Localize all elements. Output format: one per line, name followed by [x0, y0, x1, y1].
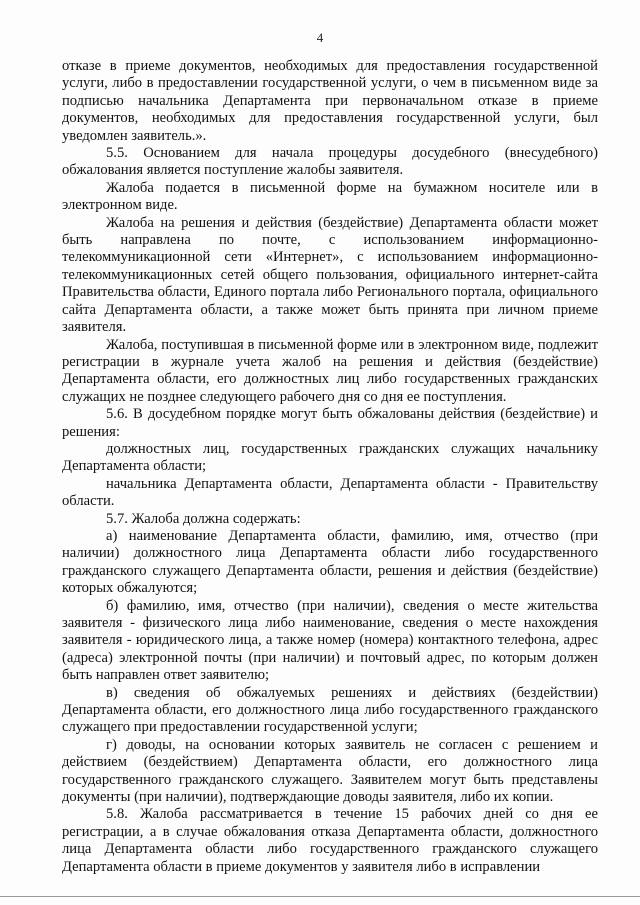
- paragraph: 5.6. В досудебном порядке могут быть обжалованы действия (бездействие) и решения:: [62, 406, 598, 440]
- paragraph: 5.5. Основанием для начала процедуры досудебного (внесудебного) обжалования является поступление жалобы заявителя.: [62, 145, 598, 179]
- paragraph: в) сведения об обжалуемых решениях и действиях (бездействии) Департамента области, его должностного лица либо государственного гражданского служащего при предоставлении государственной услуги;: [62, 684, 598, 736]
- paragraph: отказе в приеме документов, необходимых для предоставления государственной услуги, либо в предоставлении государственной услуги, о чем в письменном виде за подписью начальника Департамента при первоначальном отказе в приеме документов, необходимых для предоставления государственной услуги, был уведомлен заявитель.».: [62, 58, 598, 144]
- paragraph: б) фамилию, имя, отчество (при наличии), сведения о месте жительства заявителя - физического лица либо наименование, сведения о месте нахождения заявителя - юридического лица, а также номер (номера) контактного телефона, адрес (адреса) электронной почты (при наличии) и почтовый адрес, по которым должен быть направлен ответ заявителю;: [62, 597, 598, 684]
- paragraph: должностных лиц, государственных гражданских служащих начальнику Департамента области;: [62, 440, 598, 475]
- paragraph: г) доводы, на основании которых заявитель не согласен с решением и действием (бездействием) Департамента области, его должностного лица государственного гражданского служащего. Заявителем могут быть представлены документы (при наличии), подтверждающие доводы заявителя, либо их копии.: [62, 736, 598, 806]
- paragraph: а) наименование Департамента области, фамилию, имя, отчество (при наличии) должностного лица Департамента области либо государственного гражданского служащего Департамента области, решения и действия (бездействие) которых обжалуются;: [62, 527, 598, 597]
- page-number: 4: [316, 30, 324, 45]
- paragraph: Жалоба на решения и действия (бездействие) Департамента области может быть направлена по почте, с использованием информационно-телекоммуникационной сети «Интернет», с использованием информационно-телекоммуникационных сетей общего пользования, официального интернет-сайта Правительства области, Единого портала либо Регионального портала, официального сайта Департамента области, а также может быть принята при личном приеме заявителя.: [62, 214, 598, 336]
- paragraph: начальника Департамента области, Департамента области - Правительству области.: [62, 475, 598, 510]
- paragraph: 5.7. Жалоба должна содержать:: [106, 510, 301, 527]
- paragraph: Жалоба, поступившая в письменной форме или в электронном виде, подлежит регистрации в журнале учета жалоб на решения и действия (бездействие) Департамента области, его должностных лиц либо государственных гражданских служащих не позднее следующего рабочего дня со дня ее поступления.: [62, 336, 598, 405]
- paragraph: Жалоба подается в письменной форме на бумажном носителе или в электронном виде.: [62, 179, 598, 214]
- page-bottom-border: [0, 896, 640, 897]
- document-body: [62, 58, 598, 876]
- paragraph: 5.8. Жалоба рассматривается в течение 15 рабочих дней со дня ее регистрации, а в случае обжалования отказа Департамента области, должностного лица Департамента области либо государственного гражданского служащего Департамента области в приеме документов у заявителя либо в исправлении: [62, 806, 598, 875]
